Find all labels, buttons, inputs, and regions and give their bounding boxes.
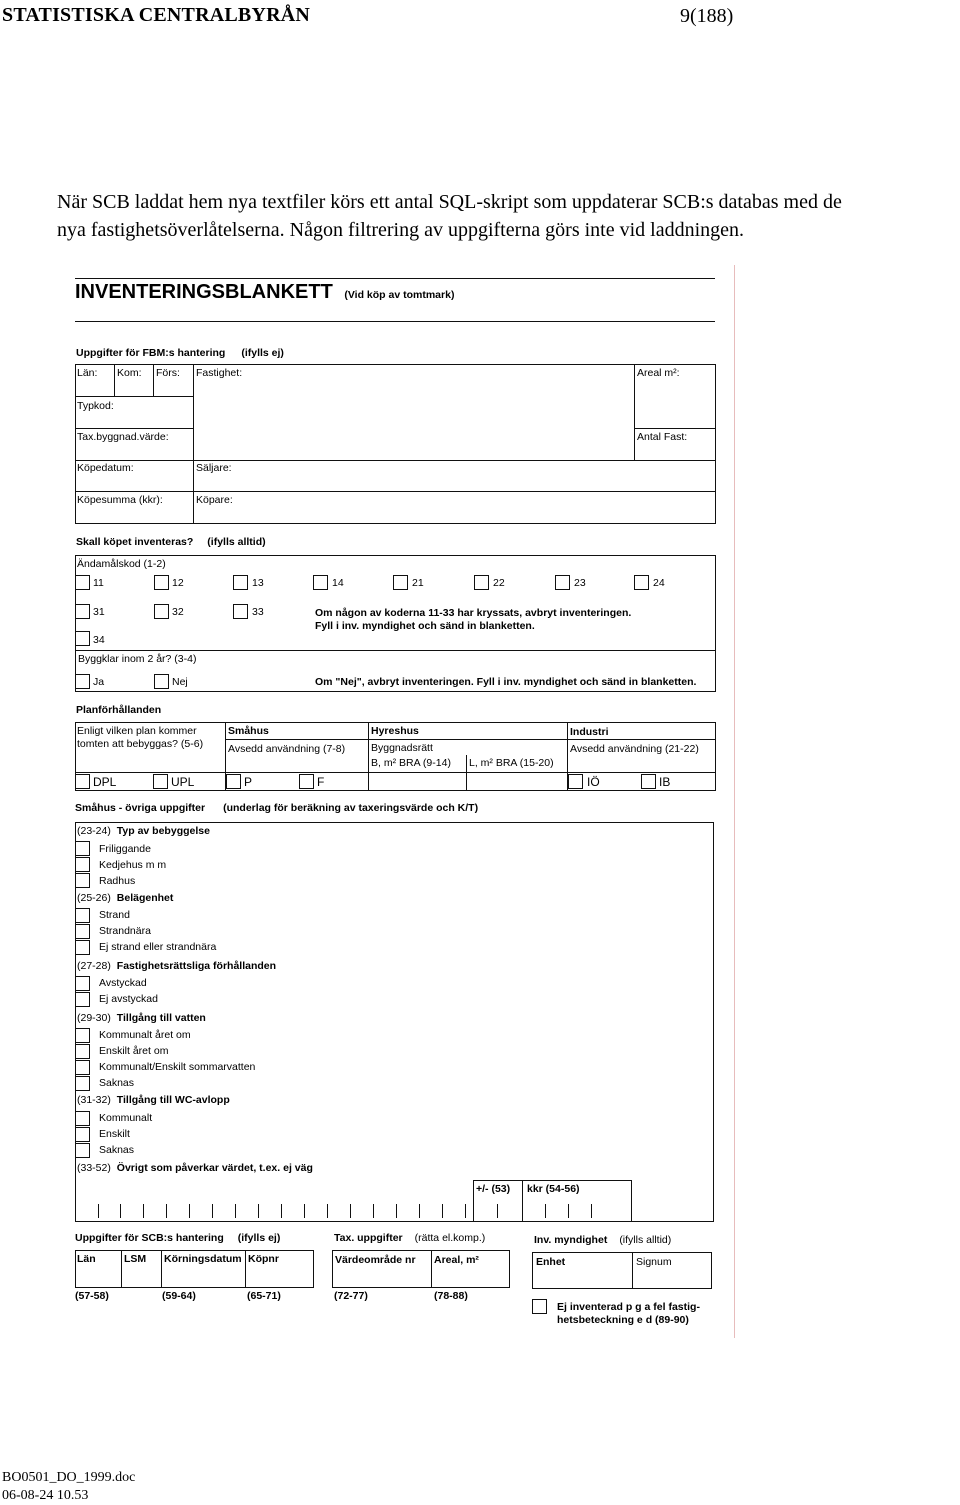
checkbox-code-11[interactable] — [75, 575, 90, 590]
option-label: Kedjehus m m — [99, 859, 167, 871]
checkbox-code-31[interactable] — [75, 604, 90, 619]
plan-question-2: tomten att bebyggas? (5-6) — [77, 738, 204, 750]
kkr-line — [473, 1180, 631, 1181]
checkbox-vatten-saknas[interactable] — [75, 1076, 90, 1091]
group-code: (31-32) — [77, 1094, 111, 1106]
b-bra-label: B, m² BRA (9-14) — [371, 757, 451, 769]
checkbox-avstyckad[interactable] — [75, 976, 90, 991]
code-label: 21 — [412, 577, 424, 589]
smahus-heading-text: Småhus - övriga uppgifter — [75, 802, 206, 814]
checkbox-nej[interactable] — [154, 674, 169, 689]
fbm-line — [75, 428, 193, 429]
field-antal-fast: Antal Fast: — [637, 431, 688, 443]
group-wc — [77, 1094, 230, 1106]
kkr-label: kkr (54-56) — [527, 1183, 580, 1195]
scb-lan: Län — [77, 1253, 96, 1265]
ja-label: Ja — [93, 676, 105, 688]
fbm-line — [75, 396, 193, 397]
kkr-divider — [522, 1180, 523, 1222]
checkbox-ja[interactable] — [75, 674, 90, 689]
invm-heading — [534, 1234, 671, 1246]
footer-filename: BO0501_DO_1999.doc — [2, 1470, 136, 1485]
comb-tick — [235, 1204, 236, 1218]
option-label: Strand — [99, 909, 130, 921]
fbm-divider — [634, 364, 635, 460]
comb-tick — [327, 1204, 328, 1218]
checkbox-code-22[interactable] — [474, 575, 489, 590]
plan-line — [75, 772, 716, 773]
checkbox-dpl[interactable] — [75, 774, 90, 789]
nej-label: Nej — [172, 676, 188, 688]
inv-note: (ifylls alltid) — [207, 536, 266, 548]
code-label: 13 — [252, 577, 264, 589]
checkbox-ej-strand[interactable] — [75, 940, 90, 955]
group-code: (29-30) — [77, 1012, 111, 1024]
field-kom: Kom: — [117, 367, 142, 379]
option-label: Ej strand eller strandnära — [99, 941, 217, 953]
signum-label: Signum — [636, 1256, 672, 1268]
industri-column: Industri — [570, 726, 609, 738]
field-fastighet: Fastighet: — [196, 367, 243, 379]
group-title: Tillgång till WC-avlopp — [116, 1094, 230, 1106]
plan-question: Enligt vilken plan kommer — [77, 725, 197, 737]
field-kopesumma: Köpesumma (kkr): — [77, 494, 163, 506]
comb-tick — [120, 1204, 121, 1218]
invm-note: (ifylls alltid) — [619, 1234, 672, 1246]
byggklar-label: Byggklar inom 2 år? (3-4) — [78, 653, 197, 665]
fbm-line — [75, 460, 716, 461]
group-title: Övrigt som påverkar värdet, t.ex. ej väg — [116, 1162, 313, 1174]
checkbox-wc-saknas[interactable] — [75, 1143, 90, 1158]
comb-tick — [442, 1204, 443, 1218]
checkbox-sommarvatten[interactable] — [75, 1060, 90, 1075]
col-code: (78-88) — [434, 1290, 468, 1302]
areal-label: Areal, m² — [434, 1254, 479, 1266]
ej-inventerad-label-2: hetsbeteckning e d (89-90) — [557, 1314, 689, 1326]
fbm-divider — [193, 364, 194, 524]
scb-divider — [161, 1250, 162, 1288]
fbm-divider — [114, 364, 115, 396]
form-title-text: INVENTERINGSBLANKETT — [75, 281, 333, 303]
form-subtitle: (Vid köp av tomtmark) — [344, 289, 455, 301]
intro-line-1: När SCB laddat hem nya textfiler körs ett antal SQL-skript som uppdaterar SCB:s databas med de — [57, 191, 842, 213]
group-vatten — [77, 1012, 206, 1024]
col-code: (57-58) — [75, 1290, 109, 1302]
group-title: Belägenhet — [116, 892, 174, 904]
checkbox-strandnara[interactable] — [75, 924, 90, 939]
scb-lsm: LSM — [124, 1253, 147, 1265]
tax-note: (rätta el.komp.) — [414, 1232, 486, 1244]
field-saljare: Säljare: — [196, 462, 232, 474]
option-label: Ej avstyckad — [99, 993, 158, 1005]
intro-paragraph — [57, 188, 960, 244]
smahus-column: Småhus — [228, 725, 269, 737]
upl-label: UPL — [171, 775, 195, 789]
fbm-line — [634, 428, 716, 429]
checkbox-strand[interactable] — [75, 908, 90, 923]
nej-message: Om "Nej", avbryt inventeringen. Fyll i inv. myndighet och sänd in blanketten. — [315, 676, 697, 688]
scb-divider — [121, 1250, 122, 1288]
checkbox-f[interactable] — [299, 774, 314, 789]
hyreshus-column: Hyreshus — [371, 725, 419, 737]
invm-divider — [632, 1252, 633, 1289]
smahus-heading — [75, 802, 478, 814]
group-ovrigt — [77, 1162, 313, 1174]
checkbox-code-33[interactable] — [233, 604, 248, 619]
l-bra-label: L, m² BRA (15-20) — [469, 757, 554, 769]
option-label: Friliggande — [99, 843, 151, 855]
p-label: P — [244, 775, 253, 789]
scb-korningsdatum: Körningsdatum — [164, 1253, 242, 1265]
kkr-divider — [473, 1180, 474, 1222]
comb-tick — [419, 1204, 420, 1218]
footer-date: 06-08-24 10.53 — [2, 1488, 89, 1503]
comb-tick — [350, 1204, 351, 1218]
code-label: 24 — [653, 577, 665, 589]
checkbox-io[interactable] — [568, 774, 583, 789]
comb-tick — [373, 1204, 374, 1218]
comb-tick — [166, 1204, 167, 1218]
tax-divider — [431, 1250, 432, 1288]
intro-line-2: nya fastighetsöverlåtelserna. Någon filtrering av uppgifterna görs inte vid laddningen. — [57, 219, 745, 241]
comb-tick — [143, 1204, 144, 1218]
smahus-note: (underlag för beräkning av taxeringsvärde och K/T) — [223, 802, 479, 814]
comb-tick — [497, 1204, 498, 1218]
code-label: 32 — [172, 606, 184, 618]
comb-tick — [281, 1204, 282, 1218]
checkbox-code-12[interactable] — [154, 575, 169, 590]
fbm-divider — [153, 364, 154, 396]
kkr-divider — [631, 1180, 632, 1222]
tax-heading — [334, 1232, 485, 1244]
title-rule-top — [75, 278, 715, 279]
checkbox-vatten-enskilt[interactable] — [75, 1044, 90, 1059]
organization-name: STATISTISKA CENTRALBYRÅN — [2, 4, 311, 26]
code-label: 22 — [493, 577, 505, 589]
tax-heading-text: Tax. uppgifter — [334, 1232, 403, 1244]
comb-tick — [189, 1204, 190, 1218]
col-code: (65-71) — [247, 1290, 281, 1302]
checkbox-code-14[interactable] — [313, 575, 328, 590]
code-label: 11 — [93, 577, 104, 589]
group-code: (27-28) — [77, 960, 111, 972]
field-fors: Förs: — [156, 367, 180, 379]
f-label: F — [317, 775, 325, 789]
comb-tick — [591, 1204, 592, 1218]
checkbox-code-21[interactable] — [393, 575, 408, 590]
plan-heading: Planförhållanden — [76, 704, 162, 716]
group-title: Fastighetsrättsliga förhållanden — [116, 960, 277, 972]
fbm-note: (ifylls ej) — [241, 347, 284, 359]
code-label: 12 — [172, 577, 184, 589]
field-areal: Areal m²: — [637, 367, 680, 379]
inv-heading-text: Skall köpet inventeras? — [76, 536, 194, 548]
andamalskod-label: Ändamålskod (1-2) — [77, 558, 166, 570]
document-footer — [2, 1469, 135, 1505]
field-kopare: Köpare: — [196, 494, 233, 506]
checkbox-vatten-kommunalt[interactable] — [75, 1028, 90, 1043]
smahus-sub: Avsedd användning (7-8) — [228, 743, 346, 755]
option-label: Kommunalt/Enskilt sommarvatten — [99, 1061, 256, 1073]
ib-label: IB — [659, 775, 671, 789]
comb-tick — [465, 1204, 466, 1218]
plus-minus-label: +/- (53) — [476, 1183, 511, 1195]
comb-tick — [98, 1204, 99, 1218]
code-label: 34 — [93, 634, 105, 646]
group-code: (23-24) — [77, 825, 111, 837]
scb-divider — [245, 1250, 246, 1288]
checkbox-code-34[interactable] — [75, 631, 90, 646]
option-label: Avstyckad — [99, 977, 147, 989]
col-code: (59-64) — [162, 1290, 196, 1302]
option-label: Enskilt året om — [99, 1045, 169, 1057]
checkbox-wc-enskilt[interactable] — [75, 1127, 90, 1142]
option-label: Saknas — [99, 1144, 135, 1156]
form-title — [75, 281, 454, 304]
option-label: Strandnära — [99, 925, 151, 937]
checkbox-kedjehus[interactable] — [75, 857, 90, 872]
ej-inventerad-label: Ej inventerad p g a fel fastig- — [557, 1301, 700, 1313]
comb-tick — [212, 1204, 213, 1218]
dpl-label: DPL — [93, 775, 117, 789]
scan-edge-line — [734, 265, 735, 1338]
fbm-line — [75, 491, 716, 492]
option-label: Enskilt — [99, 1128, 130, 1140]
page-number: 9(188) — [680, 5, 734, 27]
group-code: (33-52) — [77, 1162, 111, 1174]
title-rule-bottom — [75, 321, 715, 322]
option-label: Saknas — [99, 1077, 135, 1089]
comb-tick — [568, 1204, 569, 1218]
checkbox-ej-avstyckad[interactable] — [75, 992, 90, 1007]
checkbox-radhus[interactable] — [75, 873, 90, 888]
option-label: Radhus — [99, 875, 136, 887]
field-lan: Län: — [77, 367, 98, 379]
checkbox-code-32[interactable] — [154, 604, 169, 619]
group-belagenhet — [77, 892, 173, 904]
group-code: (25-26) — [77, 892, 111, 904]
scb-heading-text: Uppgifter för SCB:s hantering — [75, 1232, 224, 1244]
abort-message: Om någon av koderna 11-33 har kryssats, avbryt inventeringen. — [315, 607, 632, 619]
group-title: Typ av bebyggelse — [116, 825, 210, 837]
inv-heading — [76, 536, 266, 548]
checkbox-ib[interactable] — [641, 774, 656, 789]
checkbox-wc-kommunalt[interactable] — [75, 1111, 90, 1126]
col-code: (72-77) — [334, 1290, 368, 1302]
option-label: Kommunalt året om — [99, 1029, 191, 1041]
code-label: 23 — [574, 577, 586, 589]
code-label: 14 — [332, 577, 344, 589]
checkbox-code-24[interactable] — [634, 575, 649, 590]
inv-line — [75, 650, 716, 651]
invm-heading-text: Inv. myndighet — [534, 1234, 608, 1246]
checkbox-upl[interactable] — [153, 774, 168, 789]
code-label: 33 — [252, 606, 264, 618]
group-typ — [77, 825, 210, 837]
plan-line — [225, 739, 716, 740]
enhet-label: Enhet — [536, 1256, 566, 1268]
checkbox-ej-inventerad[interactable] — [532, 1299, 547, 1314]
field-typkod: Typkod: — [77, 400, 114, 412]
fbm-heading-text: Uppgifter för FBM:s hantering — [76, 347, 226, 359]
io-label: IÖ — [587, 775, 600, 789]
code-label: 31 — [93, 606, 105, 618]
vardeomrade-label: Värdeområde nr — [335, 1254, 416, 1266]
fbm-box — [75, 364, 716, 524]
option-label: Kommunalt — [99, 1112, 153, 1124]
comb-tick — [304, 1204, 305, 1218]
byggnadsratt-label: Byggnadsrätt — [371, 742, 433, 754]
scb-note: (ifylls ej) — [237, 1232, 281, 1244]
fbm-heading — [76, 347, 284, 359]
group-fastighetsratt — [77, 960, 276, 972]
comb-tick — [545, 1204, 546, 1218]
plan-divider — [466, 755, 467, 791]
industri-sub: Avsedd användning (21-22) — [570, 743, 699, 755]
field-tax-byggnad: Tax.byggnad.värde: — [77, 431, 169, 443]
comb-tick — [396, 1204, 397, 1218]
scb-kopnr: Köpnr — [248, 1253, 279, 1265]
checkbox-code-13[interactable] — [233, 575, 248, 590]
comb-tick — [258, 1204, 259, 1218]
field-kopedatum: Köpedatum: — [77, 462, 134, 474]
group-title: Tillgång till vatten — [116, 1012, 206, 1024]
scb-heading — [75, 1232, 280, 1244]
checkbox-p[interactable] — [226, 774, 241, 789]
plan-divider — [368, 722, 369, 791]
checkbox-code-23[interactable] — [555, 575, 570, 590]
send-message: Fyll i inv. myndighet och sänd in blanketten. — [315, 620, 535, 632]
checkbox-friliggande[interactable] — [75, 841, 90, 856]
